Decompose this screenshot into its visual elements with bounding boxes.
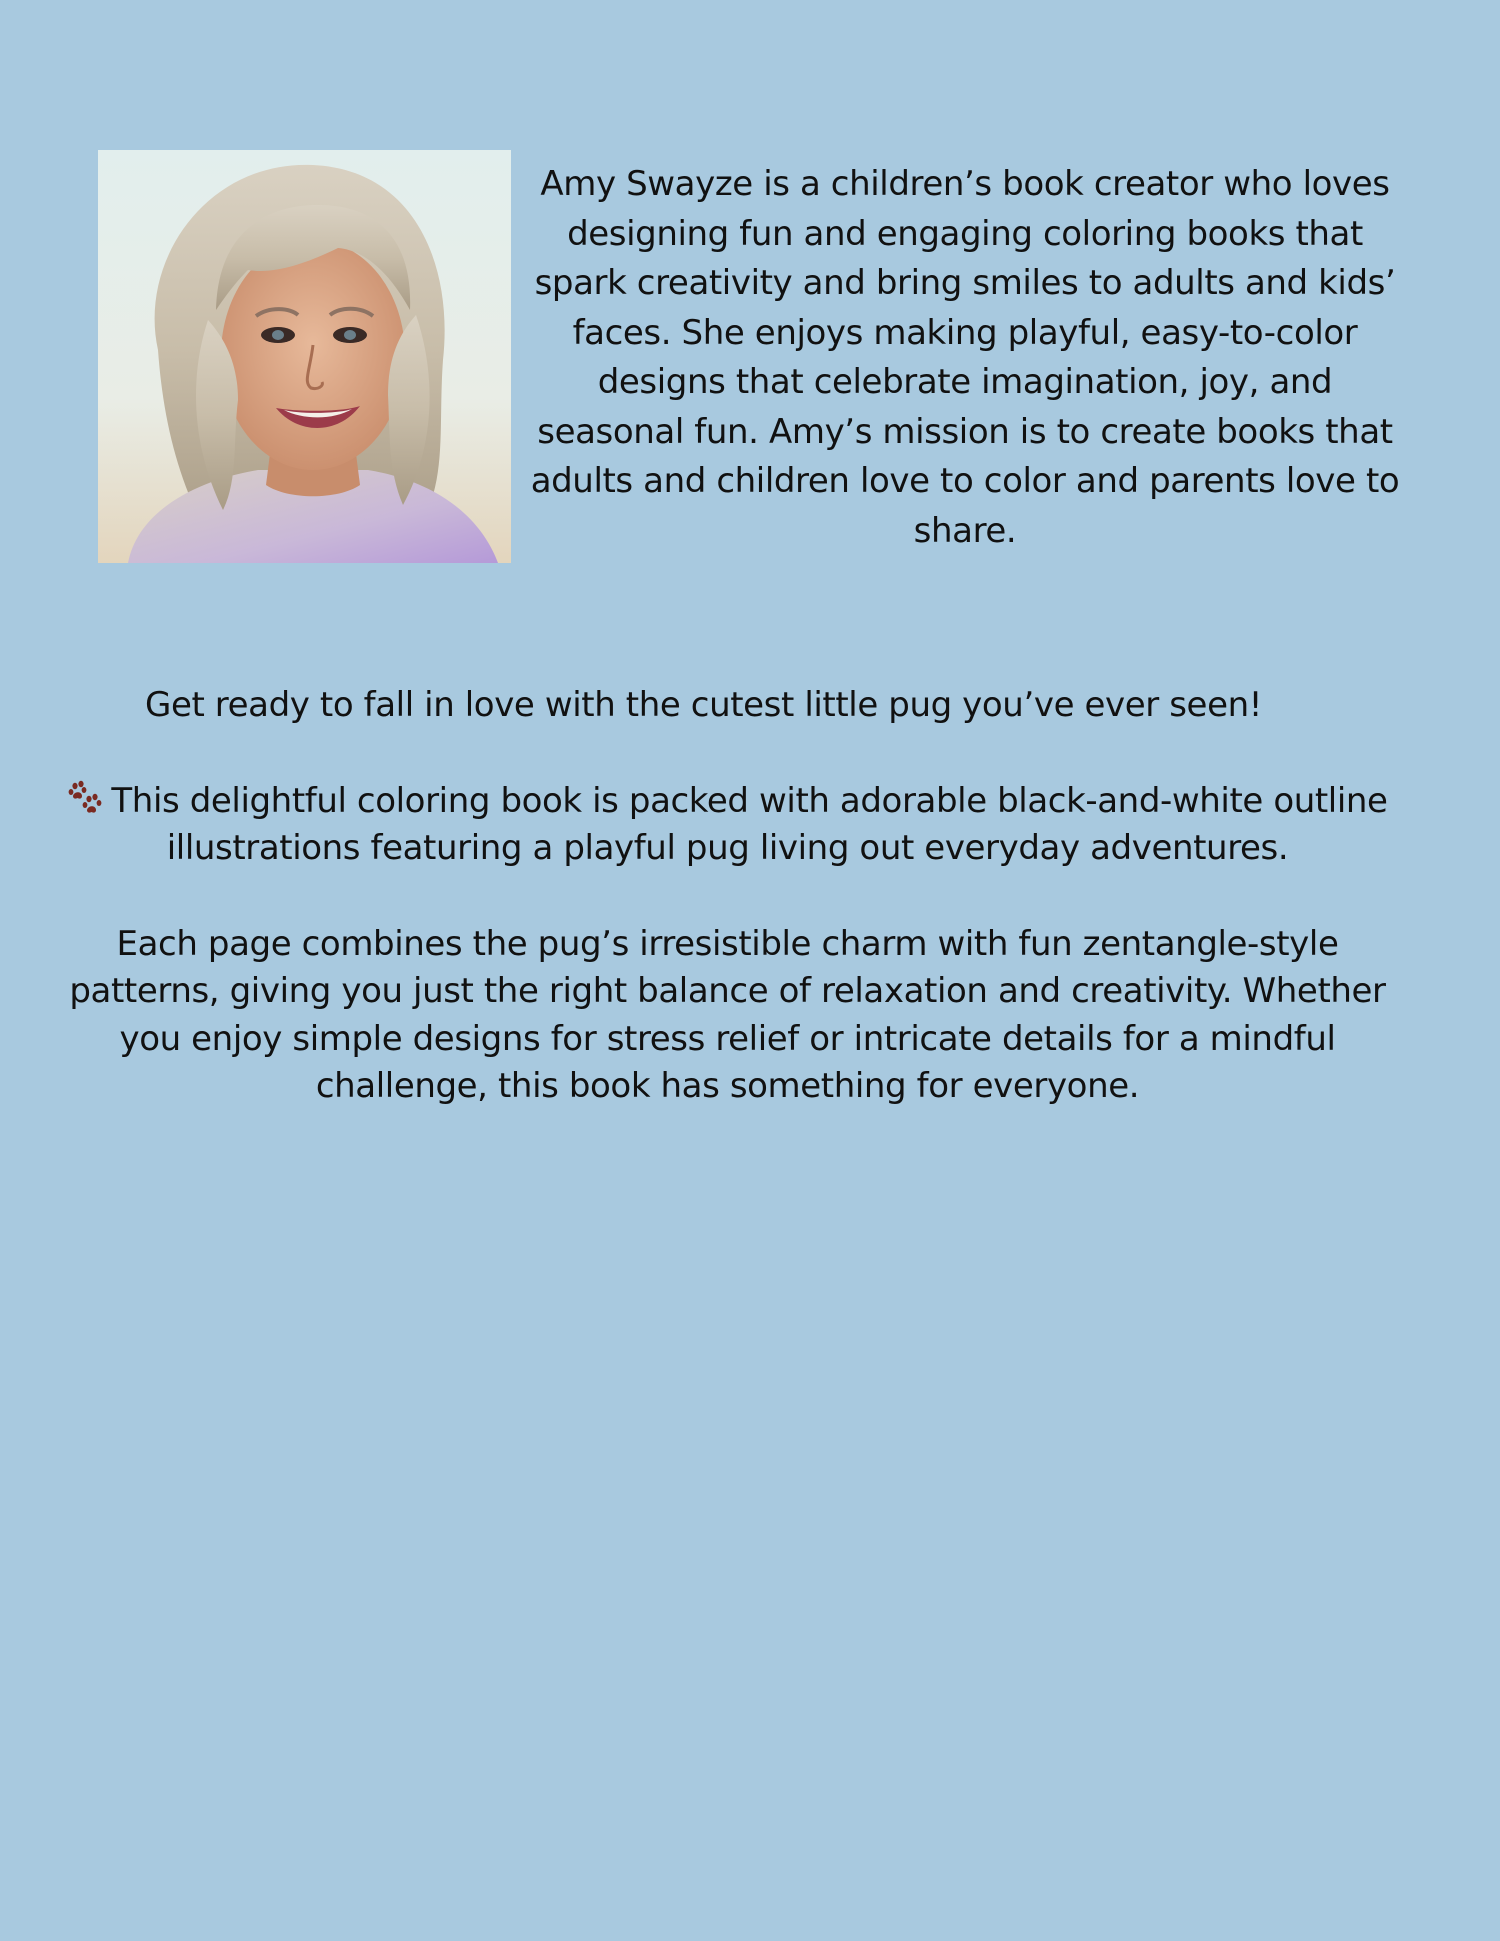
author-bio: Amy Swayze is a children’s book creator who loves designing fun and engaging coloring books that spark creativity and bring smiles to adults and kids’ faces. She enjoys making playful, easy-to-color designs that celebrate imagination, joy, and seasonal fun. Amy’s mission is to create books that adults and children love to color and parents love to share. [530,164,1400,551]
book-paragraph-one-text: This delightful coloring book is packed with adorable black-and-white outline illustrations featuring a playful pug living out everyday adventures. [111,780,1388,868]
author-portrait-image [98,150,511,563]
book-paragraph-two: Each page combines the pug’s irresistible charm with fun zentangle-style patterns, giving you just the right balance of relaxation and creativity. Whether you enjoy simple designs for stress relief or intricate details for a mindful challenge, this book has something for everyone. [69,923,1386,1106]
book-paragraph-one [60,778,1395,873]
book-tagline: Get ready to fall in love with the cutest little pug you’ve ever seen! [145,685,1262,725]
author-photo [98,150,511,563]
paw-prints-icon [67,780,103,816]
book-description [60,682,1395,1111]
